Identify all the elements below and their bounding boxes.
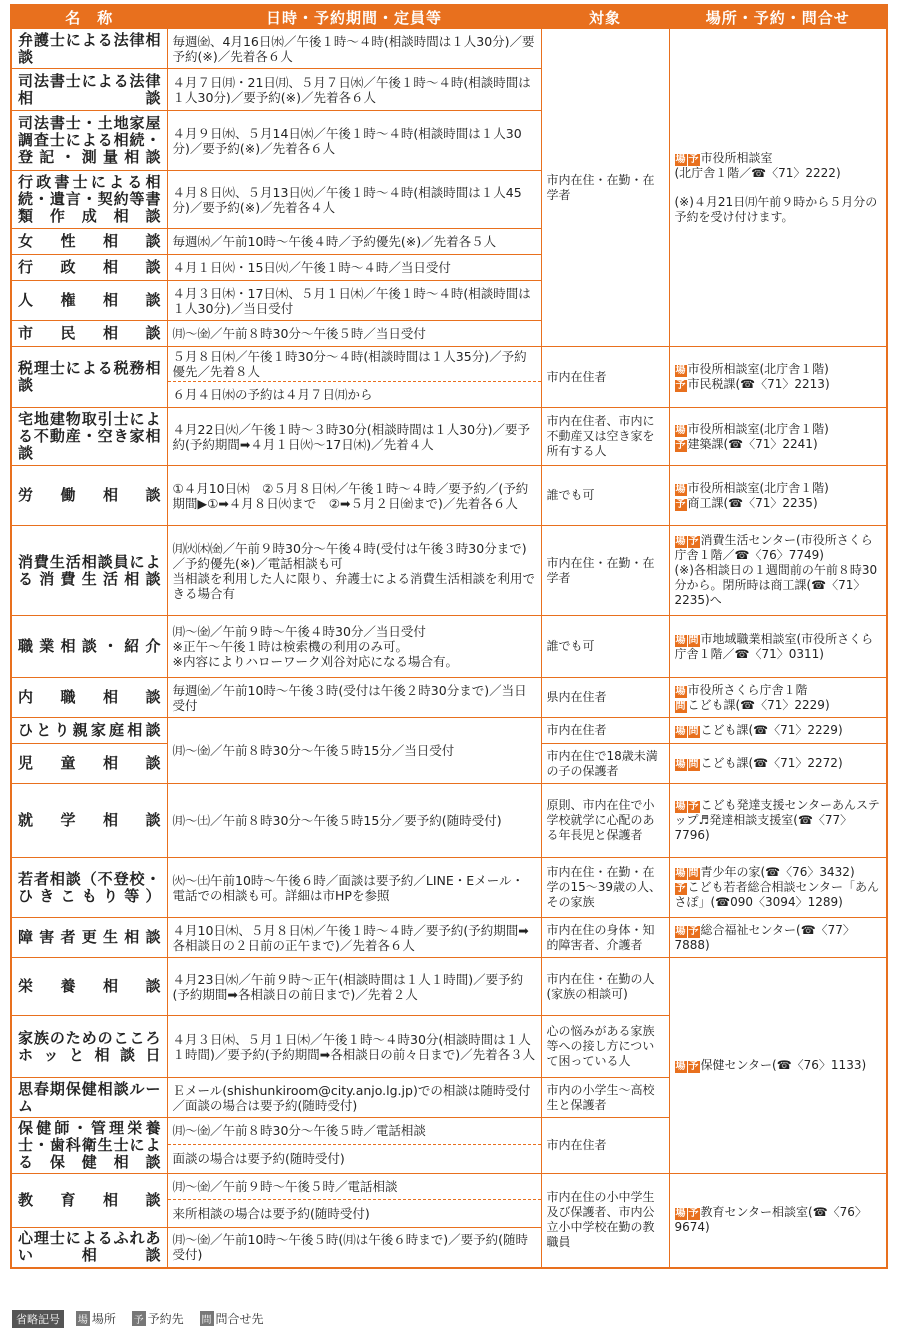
row-datetime: 毎週㈬／午前10時～午後４時／予約優先(※)／先着各５人	[167, 229, 541, 255]
place-tag: 場	[675, 153, 686, 165]
reserve-tag: 予	[688, 801, 699, 812]
table-row	[11, 347, 887, 382]
place-text: 市役所相談室(北庁舎１階)	[687, 480, 829, 495]
row-name: 女性相談	[11, 229, 167, 255]
row-target: 市内在住・在勤・在学者	[541, 29, 669, 347]
table-row	[11, 918, 887, 958]
row-name: 保健師・管理栄養士・歯科衛生士による保健相談	[11, 1118, 167, 1174]
row-datetime: ４月22日㈫／午後１時～３時30分(相談時間は１人30分)／要予約(予約期間➡４月１日㈫～17日㈭)／先着４人	[167, 408, 541, 466]
place-tag: 場	[675, 1208, 686, 1220]
row-name: 児童相談	[11, 744, 167, 784]
row-datetime: ４月７日㈪・21日㈪、５月７日㈬／午後１時～４時(相談時間は１人30分)／要予約(※)／先着各６人	[167, 69, 541, 111]
table-row	[11, 29, 887, 69]
header-name: 名 称	[11, 5, 167, 29]
row-target: 市内在住者	[541, 347, 669, 408]
place-text: 市役所さくら庁舎１階	[687, 682, 808, 697]
row-datetime: Ｅメール(shishunkiroom@city.anjo.lg.jp)での相談は随時受付／面談の場合は要予約(随時受付)	[167, 1078, 541, 1118]
place-tag: 場	[675, 801, 686, 812]
reserve-tag: 予	[688, 1061, 699, 1072]
row-place	[669, 526, 887, 616]
reserve-tag: 予	[675, 380, 686, 391]
row-datetime: ４月３日㈭、５月１日㈭／午後１時～４時30分(相談時間は１人１時間)／要予約(予約期間➡各相談日の前々日まで)／先着各３人	[167, 1016, 541, 1078]
place-text: こども発達支援センターあんステップ♬発達相談支援室(☎〈77〉7796)	[674, 798, 880, 842]
place-text: 総合福祉センター(☎〈77〉7888)	[674, 922, 855, 952]
inquiry-text: こども課(☎〈71〉2229)	[687, 697, 830, 712]
place-tag: 場	[675, 483, 686, 495]
row-name: 宅地建物取引士による不動産・空き家相談	[11, 408, 167, 466]
row-name: 行政相談	[11, 255, 167, 281]
row-place	[669, 958, 887, 1174]
reserve-tag: 予	[675, 498, 686, 510]
table-row	[11, 784, 887, 858]
row-datetime: ４月１日㈫・15日㈫／午後１時～４時／当日受付	[167, 255, 541, 281]
inquiry-tag: 問	[688, 759, 699, 770]
place-tag: 場	[675, 536, 686, 547]
row-target: 市内在住・在勤・在学者	[541, 526, 669, 616]
row-name: 弁護士による法律相談	[11, 29, 167, 69]
place-text: こども課(☎〈71〉2229)	[700, 723, 843, 737]
reserve-tag: 予	[688, 925, 699, 937]
row-name: 税理士による税務相談	[11, 347, 167, 408]
row-name: 労働相談	[11, 466, 167, 526]
row-place	[669, 678, 887, 718]
reserve-tag: 予	[688, 1208, 699, 1220]
reservation-note: (※)４月21日㈪午前９時から５月分の予約を受け付けます。	[674, 194, 878, 224]
row-datetime-2: ６月４日㈬の予約は４月７日㈪から	[167, 382, 541, 408]
row-target: 誰でも可	[541, 616, 669, 678]
place-tag: 場	[675, 1061, 686, 1072]
row-target: 市内在住の小中学生及び保護者、市内公立小中学校在勤の教職員	[541, 1174, 669, 1268]
table-row	[11, 858, 887, 918]
reserve-tag: 予	[688, 153, 699, 165]
row-datetime: ①４月10日㈭ ②５月８日㈭／午後１時～４時／要予約／(予約期間▶①➡４月８日㈫まで ②➡５月２日㈮まで)／先着各６人	[167, 466, 541, 526]
place-tag: 場	[675, 424, 686, 436]
row-target: 市内在住者	[541, 718, 669, 744]
table-row	[11, 1174, 887, 1200]
row-name: 人権相談	[11, 281, 167, 321]
header-datetime: 日時・予約期間・定員等	[167, 5, 541, 29]
header-place: 場所・予約・問合せ	[669, 5, 887, 29]
row-name: 行政書士による相続・遺言・契約等書類作成相談	[11, 171, 167, 229]
table-header	[11, 5, 887, 29]
reserve-tag: 予	[675, 439, 686, 451]
row-name: 家族のためのこころホッと相談日	[11, 1016, 167, 1078]
row-name: 障害者更生相談	[11, 918, 167, 958]
row-name: 内職相談	[11, 678, 167, 718]
row-place	[669, 466, 887, 526]
reserve-text: 建築課(☎〈71〉2241)	[687, 436, 818, 451]
row-datetime: 毎週㈮、4月16日㈬／午後１時～４時(相談時間は１人30分)／要予約(※)／先着各６人	[167, 29, 541, 69]
row-datetime-2: 来所相談の場合は要予約(随時受付)	[167, 1200, 541, 1228]
table-row	[11, 466, 887, 526]
place-text: 市役所相談室(北庁舎１階)	[687, 421, 829, 436]
inquiry-tag: 問	[675, 700, 686, 712]
inquiry-tag: 問	[688, 634, 699, 646]
legend-reserve-tag: 予	[132, 1311, 146, 1326]
row-name: 司法書士による法律相談	[11, 69, 167, 111]
row-place	[669, 858, 887, 918]
row-target: 市内の小学生～高校生と保護者	[541, 1078, 669, 1118]
row-target: 誰でも可	[541, 466, 669, 526]
row-datetime: ４月23日㈬／午前９時～正午(相談時間は１人１時間)／要予約(予約期間➡各相談日の前日まで)／先着２人	[167, 958, 541, 1016]
row-datetime: ㈪～㈮／午前９時～午後４時30分／当日受付 ※正午～午後１時は検索機の利用のみ可。 ※内容によりハローワーク刈谷対応になる場合有。	[167, 616, 541, 678]
legend-place-tag: 場	[76, 1311, 90, 1326]
place-text: 市役所相談室 (北庁舎１階／☎〈71〉2222)	[674, 150, 841, 180]
row-datetime: ㈪㈫㈭㈮／午前９時30分～午後４時(受付は午後３時30分まで)／予約優先(※)／電話相談も可 当相談を利用した人に限り、弁護士による消費生活相談を利用できる場合有	[167, 526, 541, 616]
header-target: 対象	[541, 5, 669, 29]
table-row	[11, 718, 887, 744]
table-row	[11, 678, 887, 718]
row-name: 市民相談	[11, 321, 167, 347]
row-target: 県内在住者	[541, 678, 669, 718]
place-text: 保健センター(☎〈76〉1133)	[700, 1058, 867, 1072]
table-row	[11, 408, 887, 466]
reserve-text: こども若者総合相談センター「あんさぽ」(☎090〈3094〉1289)	[674, 880, 880, 909]
row-datetime: 毎週㈮／午前10時～午後３時(受付は午後２時30分まで)／当日受付	[167, 678, 541, 718]
reserve-tag: 予	[675, 883, 686, 894]
reserve-text: 市民税課(☎〈71〉2213)	[687, 377, 830, 391]
place-text: 教育センター相談室(☎〈76〉9674)	[674, 1205, 867, 1235]
row-place	[669, 744, 887, 784]
place-tag: 場	[675, 759, 686, 770]
table-row	[11, 958, 887, 1016]
row-name: 司法書士・土地家屋調査士による相続・登記・測量相談	[11, 111, 167, 171]
row-place	[669, 29, 887, 347]
row-name: 消費生活相談員による消費生活相談	[11, 526, 167, 616]
row-datetime: ㈪～㈮／午前８時30分～午後５時／当日受付	[167, 321, 541, 347]
row-place	[669, 408, 887, 466]
row-name: ひとり親家庭相談	[11, 718, 167, 744]
row-datetime: ４月３日㈭・17日㈭、５月１日㈭／午後１時～４時(相談時間は１人30分)／当日受付	[167, 281, 541, 321]
place-tag: 場	[675, 365, 686, 376]
place-tag: 場	[675, 925, 686, 937]
row-target: 市内在住で18歳未満の子の保護者	[541, 744, 669, 784]
row-datetime: ㈪～㈮／午前10時～午後５時(㈪は午後６時まで)／要予約(随時受付)	[167, 1228, 541, 1268]
place-tag: 場	[675, 726, 686, 737]
row-datetime: ㈫～㈯午前10時～午後６時／面談は要予約／LINE・Eメール・電話での相談も可。詳細は市HPを参照	[167, 858, 541, 918]
table-row	[11, 526, 887, 616]
row-target: 市内在住の身体・知的障害者、介護者	[541, 918, 669, 958]
legend-inquiry-tag: 問	[200, 1311, 214, 1326]
row-datetime: ４月10日㈭、５月８日㈭／午後１時～４時／要予約(予約期間➡各相談日の２日前の正午まで)／先着各６人	[167, 918, 541, 958]
row-name: 就学相談	[11, 784, 167, 858]
place-text: こども課(☎〈71〉2272)	[700, 756, 843, 770]
row-place	[669, 1174, 887, 1268]
legend-inquiry: 問合せ先	[215, 1312, 264, 1326]
row-datetime: ㈪～㈯／午前８時30分～午後５時15分／要予約(随時受付)	[167, 784, 541, 858]
place-tag: 場	[675, 634, 686, 646]
legend	[12, 1310, 276, 1328]
row-target: 市内在住・在勤の人(家族の相談可)	[541, 958, 669, 1016]
place-text: 消費生活センター(市役所さくら庁舎１階／☎〈76〉7749)	[674, 533, 873, 562]
inquiry-tag: 問	[688, 726, 699, 737]
row-name: 教育相談	[11, 1174, 167, 1228]
table-row	[11, 616, 887, 678]
row-target: 心の悩みがある家族等への接し方について困っている人	[541, 1016, 669, 1078]
consultation-table	[10, 4, 888, 1269]
place-text: 市地域職業相談室(市役所さくら庁舎１階／☎〈71〉0311)	[674, 631, 874, 661]
reserve-tag: 予	[688, 536, 699, 547]
row-target: 市内在住者、市内に不動産又は空き家を所有する人	[541, 408, 669, 466]
row-datetime-2: 面談の場合は要予約(随時受付)	[167, 1144, 541, 1173]
place-tag: 場	[675, 685, 686, 697]
row-datetime: ㈪～㈮／午前８時30分～午後５時／電話相談	[167, 1118, 541, 1145]
row-datetime: ㈪～㈮／午前８時30分～午後５時15分／当日受付	[167, 718, 541, 784]
legend-reserve: 予約先	[147, 1312, 184, 1326]
row-place	[669, 784, 887, 858]
row-datetime: ㈪～㈮／午前９時～午後５時／電話相談	[167, 1174, 541, 1200]
row-target: 市内在住・在勤・在学の15～39歳の人、その家族	[541, 858, 669, 918]
place-text: 青少年の家(☎〈76〉3432)	[700, 865, 855, 879]
row-name: 若者相談（不登校・ひきこもり等）	[11, 858, 167, 918]
row-place	[669, 616, 887, 678]
row-name: 思春期保健相談ルーム	[11, 1078, 167, 1118]
legend-place: 場所	[91, 1312, 116, 1326]
reserve-text: 商工課(☎〈71〉2235)	[687, 495, 818, 510]
place-tag: 場	[675, 868, 686, 879]
row-datetime: ５月８日㈭／午後１時30分～４時(相談時間は１人35分)／予約優先／先着８人	[167, 347, 541, 382]
legend-title: 省略記号	[12, 1310, 64, 1328]
place-text: 市役所相談室(北庁舎１階)	[687, 362, 829, 376]
reservation-note: (※)各相談日の１週間前の午前８時30分から。閉所時は商工課(☎〈71〉2235)へ	[674, 563, 878, 607]
row-place	[669, 918, 887, 958]
row-name: 心理士によるふれあい相談	[11, 1228, 167, 1268]
row-name: 栄養相談	[11, 958, 167, 1016]
row-place	[669, 718, 887, 744]
inquiry-tag: 問	[688, 868, 699, 879]
row-target: 市内在住者	[541, 1118, 669, 1174]
row-target: 原則、市内在住で小学校就学に心配のある年長児と保護者	[541, 784, 669, 858]
row-datetime: ４月９日㈬、５月14日㈬／午後１時～４時(相談時間は１人30分)／要予約(※)／先着各６人	[167, 111, 541, 171]
row-name: 職業相談・紹介	[11, 616, 167, 678]
consultation-table-container	[10, 4, 886, 1269]
row-datetime: ４月８日㈫、５月13日㈫／午後１時～４時(相談時間は１人45分)／要予約(※)／先着各４人	[167, 171, 541, 229]
row-place	[669, 347, 887, 408]
